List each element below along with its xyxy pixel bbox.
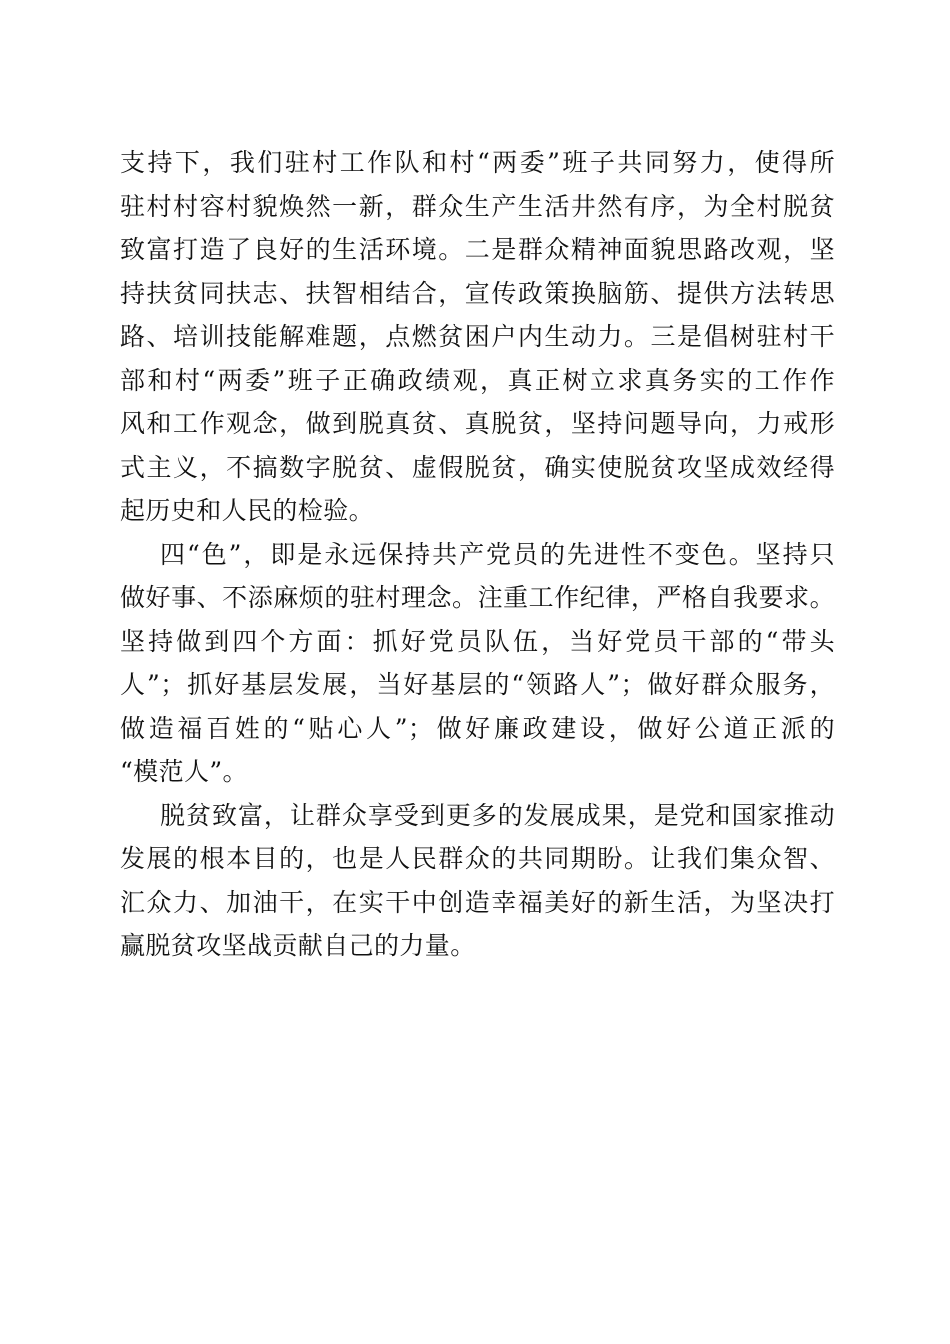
paragraph-1-line-6: 部和村“两委”班子正确政绩观，真正树立求真务实的工作作 <box>120 365 835 395</box>
paragraph-1-line-2: 驻村村容村貌焕然一新，群众生产生活井然有序，为全村脱贫 <box>120 191 835 221</box>
paragraph-1-line-7: 风和工作观念，做到脱真贫、真脱贫，坚持问题导向，力戒形 <box>120 409 835 438</box>
document-body <box>120 141 835 968</box>
paragraph-2-line-6: “模范人”。 <box>120 757 248 786</box>
paragraph-2-line-1: 四“色”，即是永远保持共产党员的先进性不变色。坚持只 <box>160 539 835 569</box>
paragraph-1-line-8: 式主义，不搞数字脱贫、虚假脱贫，确实使脱贫攻坚成效经得 <box>120 452 835 482</box>
paragraph-1-line-5: 路、培训技能解难题，点燃贫困户内生动力。三是倡树驻村干 <box>120 322 835 351</box>
paragraph-3-line-4: 赢脱贫攻坚战贡献自己的力量。 <box>120 931 476 960</box>
paragraph-3-line-1: 脱贫致富，让群众享受到更多的发展成果，是党和国家推动 <box>160 800 835 830</box>
paragraph-3-line-2: 发展的根本目的，也是人民群众的共同期盼。让我们集众智、 <box>120 844 835 873</box>
paragraph-2-line-5: 做造福百姓的“贴心人”；做好廉政建设，做好公道正派的 <box>120 713 835 743</box>
paragraph-1-line-3: 致富打造了良好的生活环境。二是群众精神面貌思路改观，坚 <box>120 235 835 264</box>
paragraph-2-line-4: 人”；抓好基层发展，当好基层的“领路人”；做好群众服务， <box>120 670 835 699</box>
paragraph-2-line-2: 做好事、不添麻烦的驻村理念。注重工作纪律，严格自我要求。 <box>120 583 835 612</box>
paragraph-2-line-3: 坚持做到四个方面：抓好党员队伍，当好党员干部的“带头 <box>120 626 835 656</box>
paragraph-1-line-1: 支持下，我们驻村工作队和村“两委”班子共同努力，使得所 <box>120 148 835 177</box>
paragraph-1-line-4: 持扶贫同扶志、扶智相结合，宣传政策换脑筋、提供方法转思 <box>120 278 835 308</box>
paragraph-1-line-9: 起历史和人民的检验。 <box>120 496 375 525</box>
paragraph-3-line-3: 汇众力、加油干，在实干中创造幸福美好的新生活，为坚决打 <box>120 887 835 917</box>
